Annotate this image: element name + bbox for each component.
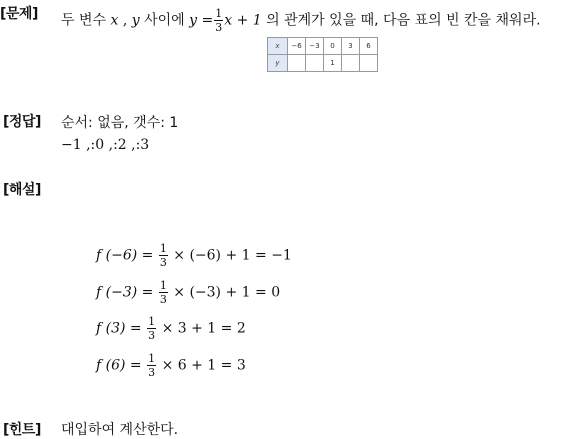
solution-lhs: f (6) = [96,357,142,374]
answer-tag: [정답] [3,114,41,130]
fraction-numerator: 1 [215,7,223,20]
solution-rhs: × 3 + 1 = 2 [161,320,246,337]
solution-rhs: × (−6) + 1 = −1 [173,247,292,264]
value-table [267,37,378,72]
equation-rhs: x + 1 [224,12,262,29]
solution-fraction [147,316,156,341]
solution-rhs: × (−3) + 1 = 0 [173,284,281,301]
hint-tag: [힌트] [3,422,41,438]
var-x: x [110,12,119,29]
fraction-denominator: 3 [148,366,156,379]
fraction-denominator: 3 [159,256,167,269]
table-cell-x: 6 [360,38,378,55]
var-y: y [131,12,140,29]
equation-lhs: y = [189,12,214,29]
row-label-x: x [268,38,288,55]
table-cell-y[interactable] [342,55,360,72]
fraction-numerator: 1 [148,352,156,365]
solution-fraction [147,353,156,378]
solution-fraction [159,280,168,305]
problem-tag: [문제] [0,6,38,22]
problem-text-after: 의 관계가 있을 때, 다음 표의 빈 칸을 채워라. [266,12,541,29]
solution-line [96,316,246,341]
table-cell-x: −6 [288,38,306,55]
row-label-y: y [268,55,288,72]
solution-fraction [159,243,168,268]
table-cell-y[interactable] [360,55,378,72]
solution-rhs: × 6 + 1 = 3 [161,357,246,374]
fraction-denominator: 3 [159,293,167,306]
fraction-numerator: 1 [159,242,167,255]
equation-fraction [214,8,223,33]
solution-lhs: f (3) = [96,320,142,337]
solution-line [96,243,292,268]
table-cell-x: −3 [306,38,324,55]
table-cell-y[interactable] [288,55,306,72]
table-row-x [268,38,378,55]
fraction-denominator: 3 [215,21,223,34]
explanation-tag: [해설] [3,182,41,198]
problem-text-mid: 사이에 [144,12,185,29]
table-cell-x: 3 [342,38,360,55]
hint-text: 대입하여 계산한다. [61,422,179,438]
table-row-y [268,55,378,72]
fraction-numerator: 1 [148,315,156,328]
comma: , [122,12,128,29]
fraction-numerator: 1 [159,279,167,292]
problem-text-before: 두 변수 [61,12,107,29]
fraction-denominator: 3 [148,329,156,342]
answer-line2: −1 ,:0 ,:2 ,:3 [61,137,150,153]
table-cell-y[interactable] [306,55,324,72]
table-cell-x: 0 [324,38,342,55]
table-cell-y: 1 [324,55,342,72]
solution-line [96,353,246,378]
answer-line1: 순서: 없음, 갯수: 1 [61,115,179,131]
solution-lhs: f (−6) = [96,247,154,264]
solution-lhs: f (−3) = [96,284,154,301]
solution-line [96,280,280,305]
problem-statement [61,8,541,33]
